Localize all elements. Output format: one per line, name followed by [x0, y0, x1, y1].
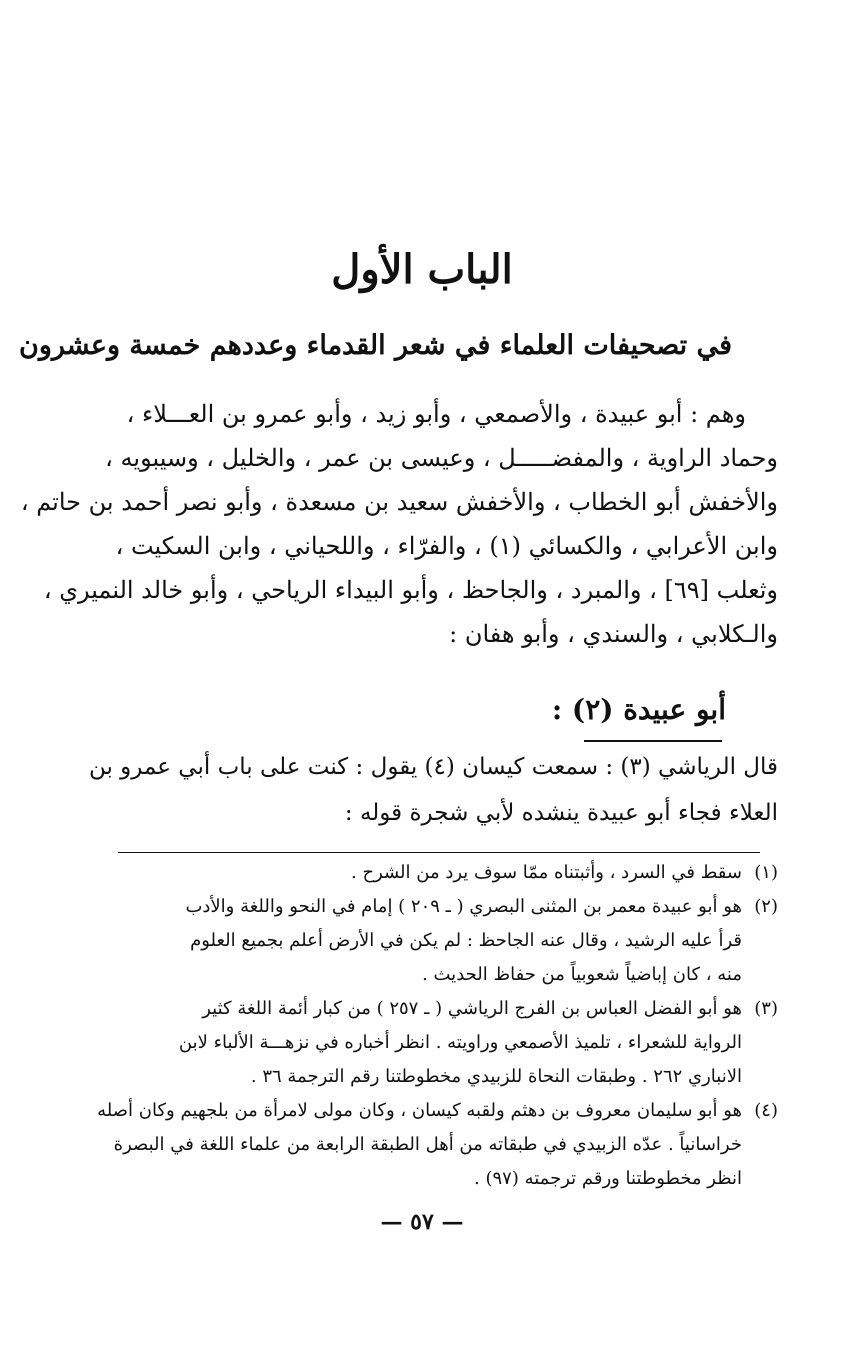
footnote-line: خراسانياً . عدّه الزبيدي في طبقاته من أهل الطبقة الرابعة من علماء اللغة في البصرة — [113, 1134, 742, 1155]
footnote-line: هو أبو عبيدة معمر بن المثنى البصري ( ـ ٢٠٩ ) إمام في النحو واللغة والأدب — [185, 896, 742, 917]
footnote-number: (٣) — [754, 998, 778, 1019]
footnote-number: (٤) — [754, 1100, 778, 1121]
footnote-line: انظر مخطوطتنا ورقم ترجمته (٩٧) . — [474, 1168, 742, 1189]
intro-paragraph — [20, 392, 778, 656]
intro-line: وحماد الراوية ، والمفضـــــل ، وعيسى بن عمر ، والخليل ، وسيبويه ، — [105, 444, 778, 472]
footnote-line: منه ، كان إباضياً شعوبياً من حفاظ الحديث . — [422, 964, 742, 985]
footnote-text — [97, 1094, 742, 1196]
intro-line: وابن الأعرابي ، والكسائي (١) ، والفرّاء ، واللحياني ، وابن السكيت ، — [115, 532, 778, 560]
footnote-line: سقط في السرد ، وأثبتناه ممّا سوف يرد من الشرح . — [351, 862, 742, 883]
intro-line: والأخفش أبو الخطاب ، والأخفش سعيد بن مسعدة ، وأبو نصر أحمد بن حاتم ، — [20, 488, 778, 516]
footnote-number: (٢) — [754, 896, 778, 917]
footnote — [118, 890, 778, 992]
section-heading-underline — [584, 740, 722, 742]
footnote-line: قرأ عليه الرشيد ، وقال عنه الجاحظ : لم يكن في الأرض أعلم بجميع العلوم — [190, 930, 742, 951]
footnote-line: هو أبو سليمان معروف بن دهثم ولقبه كيسان ، وكان مولى لامرأة من بلجهيم وكان أصله — [97, 1100, 742, 1121]
footnote-line: الرواية للشعراء ، تلميذ الأصمعي وراويته . انظر أخباره في نزهـــة الألباء لابن — [178, 1032, 742, 1053]
chapter-title: الباب الأول — [331, 246, 513, 293]
body-paragraph — [88, 744, 778, 836]
intro-line: وثعلب [٦٩] ، والمبرد ، والجاحظ ، وأبو البيداء الرياحي ، وأبو خالد النميري ، — [43, 576, 778, 604]
body-line: العلاء فجاء أبو عبيدة ينشده لأبي شجرة قوله : — [344, 800, 778, 826]
intro-line: والـكلابي ، والسندي ، وأبو هفان : — [449, 620, 778, 648]
footnote-divider — [118, 852, 760, 853]
section-heading: أبو عبيدة (٢) : — [551, 693, 726, 726]
body-line: قال الرياشي (٣) : سمعت كيسان (٤) يقول : كنت على باب أبي عمرو بن — [88, 754, 778, 780]
footnote-line: الانباري ٢٦٢ . وطبقات النحاة للزبيدي مخطوطتنا رقم الترجمة ٣٦ . — [250, 1066, 742, 1087]
page-number: — ٥٧ — — [380, 1209, 464, 1235]
footnote — [118, 992, 778, 1094]
footnote-line: هو أبو الفضل العباس بن الفرج الرياشي ( ـ ٢٥٧ ) من كبار أئمة اللغة كثير — [202, 998, 742, 1019]
chapter-subtitle: في تصحيفات العلماء في شعر القدماء وعددهم خمسة وعشرون — [19, 330, 732, 361]
footnote — [97, 1094, 778, 1196]
footnote-text — [118, 856, 742, 890]
intro-line: وهم : أبو عبيدة ، والأصمعي ، وأبو زيد ، وأبو عمرو بن العـــلاء ، — [126, 400, 746, 428]
footnote-text — [118, 890, 742, 992]
footnote-text — [118, 992, 742, 1094]
footnote — [118, 856, 778, 890]
footnotes — [97, 856, 778, 1196]
footnote-number: (١) — [754, 862, 778, 883]
